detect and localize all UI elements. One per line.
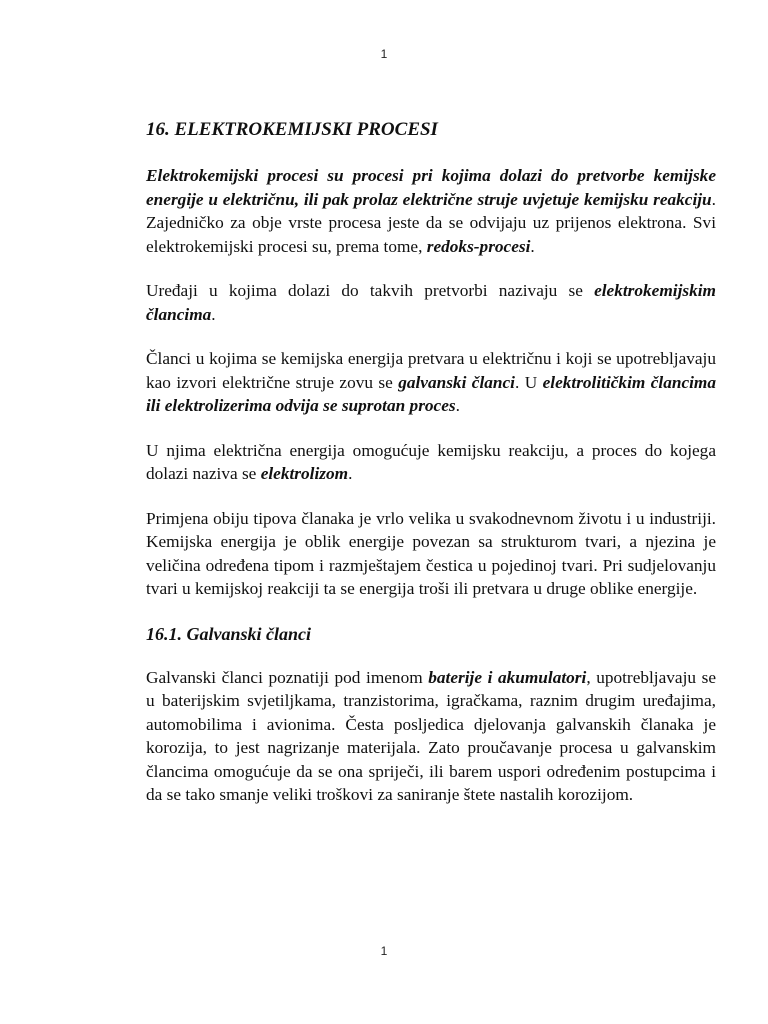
paragraph-1-text: . Zajedničko za obje vrste procesa jeste da se odvijaju uz prijenos elektrona. Svi elektrokemijski procesi su, prema tome, bbox=[146, 189, 716, 256]
paragraph-2-text: Uređaji u kojima dolazi do takvih pretvorbi nazivaju se bbox=[146, 281, 595, 300]
paragraph-1 bbox=[146, 164, 716, 258]
section-heading: 16.1. Galvanski članci bbox=[146, 623, 311, 644]
paragraph-6-text-2: , upotrebljavaju se u baterijskim svjetiljkama, tranzistorima, igračkama, raznim drugim uređajima, automobilima i avionima. Česta posljedica djelovanja galvanskih članaka je korozija, to jest nagrizanje materijala. Zato proučavanje procesa u galvanskim člancima omogućuje da se ona spriječi, ili barem uspori određenim postupcima i da se tako smanje veliki troškovi za saniranje štete nastalih korozijom. bbox=[146, 667, 716, 804]
paragraph-2 bbox=[146, 279, 716, 326]
paragraph-4-end: . bbox=[348, 464, 353, 483]
paragraph-4-bold: elektrolizom bbox=[260, 464, 349, 483]
paragraph-3-end: . bbox=[455, 396, 460, 415]
chapter-heading: 16. ELEKTROKEMIJSKI PROCESI bbox=[146, 119, 438, 140]
paragraph-3-bold: galvanski članci bbox=[398, 372, 515, 392]
paragraph-4 bbox=[146, 439, 716, 486]
paragraph-4-text: U njima električna energija omogućuje kemijsku reakciju, a proces do kojega dolazi naziva se bbox=[146, 440, 716, 483]
paragraph-3 bbox=[146, 347, 716, 418]
paragraph-1-bold: Elektrokemijski procesi su procesi pri kojima dolazi do pretvorbe kemijske energije u električnu, ili pak prolaz električne struje uvjetuje kemijsku reakciju bbox=[146, 166, 716, 209]
paragraph-5: Primjena obiju tipova članaka je vrlo velika u svakodnevnom životu i u industriji. Kemijska energija je oblik energije povezan sa strukturom tvari, a njezina je veličina određena tipom i razmještajem čestica u pojedinoj tvari. Pri sudjelovanju tvari u kemijskoj reakciji ta se energija troši ili pretvara u druge oblike energije. bbox=[146, 508, 716, 598]
paragraph-3-bold-2: elektrolitičkim člancima ili elektrolizerima odvija se suprotan proces bbox=[146, 372, 717, 415]
paragraph-6-bold: baterije i akumulatori bbox=[428, 667, 587, 687]
page-number-bottom: 1 bbox=[380, 944, 388, 958]
paragraph-1-end: . bbox=[530, 236, 535, 256]
page-number-top: 1 bbox=[380, 47, 388, 61]
paragraph-1-bold-2: redoks-procesi bbox=[426, 236, 531, 256]
paragraph-2-end: . bbox=[211, 304, 216, 324]
paragraph-6 bbox=[146, 666, 716, 807]
paragraph-6-text: Galvanski članci poznatiji pod imenom bbox=[146, 667, 429, 687]
paragraph-3-text: Članci u kojima se kemijska energija pretvara u električnu i koji se upotrebljavaju kao izvori električne struje zovu se bbox=[146, 349, 716, 392]
paragraph-2-bold: elektrokemijskim člancima bbox=[146, 281, 716, 324]
paragraph-3-text-2: . U bbox=[514, 372, 543, 392]
document-body bbox=[146, 118, 716, 828]
